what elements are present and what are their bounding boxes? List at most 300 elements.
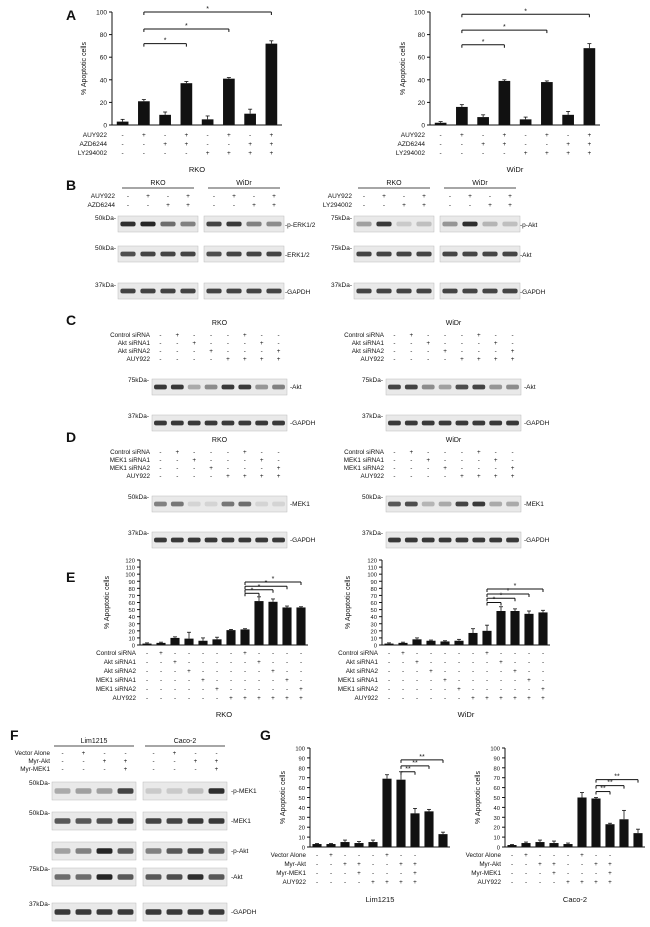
sign: -: [401, 686, 405, 693]
sign: +: [527, 695, 531, 702]
band: [462, 222, 477, 227]
sign: -: [511, 332, 514, 339]
sign: -: [329, 870, 333, 877]
sign: +: [146, 193, 150, 200]
sign: +: [544, 132, 549, 139]
sign: +: [172, 750, 177, 757]
band: [272, 538, 285, 543]
sign: -: [159, 348, 162, 355]
sign: +: [566, 141, 571, 148]
sign: -: [477, 340, 480, 347]
band: [388, 385, 401, 390]
bar: [424, 811, 433, 847]
sign: -: [477, 457, 480, 464]
band: [416, 289, 431, 294]
sign: -: [460, 150, 463, 157]
sign: +: [587, 150, 592, 157]
sign: -: [159, 449, 162, 456]
x-axis-label: WiDr: [457, 710, 475, 719]
sign: -: [538, 870, 542, 877]
panel-letter-F: F: [10, 727, 19, 743]
row-label: Control siRNA: [110, 449, 150, 456]
cell-line-label: RKO: [211, 320, 228, 327]
sign: -: [429, 686, 433, 693]
y-tick-label: 20: [99, 99, 107, 107]
sign: -: [215, 668, 219, 675]
y-tick-label: 30: [128, 622, 135, 629]
sign: -: [503, 150, 506, 157]
sign: -: [103, 750, 106, 757]
sign: -: [252, 193, 256, 200]
band: [422, 538, 435, 543]
sign: -: [511, 340, 514, 347]
bar: [410, 813, 419, 847]
sign: -: [457, 695, 461, 702]
band: [442, 252, 457, 257]
band: [506, 538, 519, 543]
sign: -: [513, 686, 517, 693]
row-label: Control siRNA: [344, 332, 384, 339]
sign: +: [429, 668, 433, 675]
sign: +: [226, 356, 230, 363]
row-label: AUY922: [360, 473, 384, 480]
sign: -: [471, 668, 475, 675]
band: [154, 421, 167, 426]
sign: -: [226, 457, 229, 464]
row-label: MEK1 siRNA2: [95, 686, 136, 693]
sign: -: [415, 677, 419, 684]
sign: -: [427, 332, 430, 339]
sign: -: [460, 465, 463, 472]
sign: -: [371, 861, 375, 868]
sign: -: [260, 465, 263, 472]
bar: [619, 819, 628, 847]
sign: -: [499, 677, 503, 684]
bar: [184, 639, 193, 645]
sign: +: [285, 677, 289, 684]
y-tick-label: 20: [493, 825, 500, 832]
sign: -: [538, 852, 542, 859]
band: [376, 222, 391, 227]
bar: [368, 842, 377, 847]
band: [171, 502, 184, 507]
y-tick-label: 70: [298, 776, 305, 783]
sign: -: [460, 332, 463, 339]
sign: -: [173, 686, 177, 693]
band: [167, 788, 183, 793]
band: [76, 788, 92, 793]
sign: -: [482, 150, 485, 157]
y-tick-label: 0: [373, 643, 377, 650]
sign: +: [510, 356, 515, 363]
panel-letter-D: D: [66, 429, 77, 445]
sign: -: [210, 449, 213, 456]
sign: -: [227, 141, 230, 148]
band: [188, 538, 201, 543]
y-tick-label: 30: [370, 622, 377, 629]
y-tick-label: 80: [99, 32, 107, 40]
sign: +: [123, 758, 128, 765]
band: [206, 222, 221, 227]
y-tick-label: 0: [496, 845, 500, 852]
sign: +: [259, 340, 264, 347]
band: [246, 222, 261, 227]
y-tick-label: 20: [417, 99, 425, 107]
row-label: Control siRNA: [96, 650, 136, 657]
y-tick-label: 70: [128, 593, 135, 600]
sign: +: [566, 150, 571, 157]
sign: -: [510, 852, 514, 859]
sign: -: [413, 852, 417, 859]
band: [209, 818, 225, 823]
sign: +: [343, 861, 347, 868]
band: [205, 538, 218, 543]
bar: [268, 602, 277, 645]
sign: -: [226, 340, 229, 347]
kda-marker: 37kDa-: [128, 413, 149, 420]
sign: -: [215, 750, 218, 757]
band: [396, 252, 411, 257]
sign: -: [457, 677, 461, 684]
bar: [396, 780, 405, 847]
sign: -: [152, 750, 155, 757]
sign: +: [205, 150, 210, 157]
sign: -: [457, 650, 461, 657]
kda-marker: 75kDa-: [331, 215, 352, 222]
sign: -: [159, 659, 163, 666]
sign: -: [541, 650, 545, 657]
sign: +: [587, 132, 592, 139]
band: [482, 289, 497, 294]
band: [222, 538, 235, 543]
sign: -: [212, 202, 216, 209]
significance-star: *: [264, 580, 268, 588]
band-label: -MEK1: [524, 501, 544, 508]
sign: -: [527, 686, 531, 693]
sign: -: [427, 348, 430, 355]
band: [167, 874, 183, 879]
row-label: AUY922: [112, 695, 136, 702]
sign: -: [226, 465, 229, 472]
band: [97, 848, 113, 853]
band: [97, 874, 113, 879]
sign: -: [159, 695, 163, 702]
y-tick-label: 100: [96, 9, 107, 17]
sign: -: [194, 750, 197, 757]
row-label: Control siRNA: [344, 449, 384, 456]
sign: -: [210, 340, 213, 347]
sign: -: [527, 650, 531, 657]
sign: +: [541, 695, 545, 702]
sign: +: [471, 695, 475, 702]
band: [222, 502, 235, 507]
row-label: Akt siRNA1: [351, 340, 384, 347]
band: [226, 289, 241, 294]
bar: [282, 607, 291, 645]
bar: [296, 607, 305, 645]
band: [388, 502, 401, 507]
sign: +: [269, 150, 274, 157]
y-tick-label: 100: [125, 572, 135, 579]
sign: -: [145, 668, 149, 675]
sign: -: [387, 677, 391, 684]
sign: -: [243, 340, 246, 347]
sign: +: [413, 861, 417, 868]
sign: -: [215, 659, 219, 666]
band: [120, 252, 135, 257]
y-tick-label: 80: [370, 586, 377, 593]
sign: -: [260, 449, 263, 456]
sign: -: [206, 132, 209, 139]
sign: -: [229, 668, 233, 675]
sign: +: [485, 650, 489, 657]
sign: -: [485, 659, 489, 666]
bar: [382, 779, 391, 847]
band: [171, 385, 184, 390]
sign: -: [271, 650, 275, 657]
sign: -: [271, 686, 275, 693]
significance-star: **: [412, 759, 418, 767]
sign: +: [399, 861, 403, 868]
sign: +: [510, 473, 515, 480]
sign: -: [524, 870, 528, 877]
y-tick-label: 0: [131, 643, 135, 650]
band: [97, 909, 113, 914]
sign: -: [159, 668, 163, 675]
significance-star: **: [607, 779, 613, 787]
sign: -: [513, 650, 517, 657]
sign: -: [176, 348, 179, 355]
sign: +: [269, 141, 274, 148]
sign: +: [544, 150, 549, 157]
sign: -: [299, 677, 303, 684]
sign: -: [485, 686, 489, 693]
kda-marker: 37kDa-: [128, 530, 149, 537]
y-tick-label: 50: [370, 608, 377, 615]
sign: +: [552, 870, 556, 877]
band-label: -MEK1: [290, 501, 310, 508]
sign: -: [176, 465, 179, 472]
row-label: AUY922: [282, 879, 306, 886]
band: [118, 874, 134, 879]
sign: -: [439, 141, 442, 148]
band: [266, 222, 281, 227]
band: [118, 788, 134, 793]
bar: [496, 611, 505, 645]
sign: +: [459, 132, 464, 139]
band: [405, 421, 418, 426]
sign: -: [210, 473, 213, 480]
sign: -: [393, 332, 396, 339]
row-label: Myr-MEK1: [276, 870, 306, 877]
band: [439, 421, 452, 426]
row-label: Myr-Akt: [28, 758, 50, 765]
sign: -: [212, 193, 216, 200]
sign: -: [499, 668, 503, 675]
sign: -: [567, 132, 570, 139]
sign: -: [226, 332, 229, 339]
row-label: LY294002: [395, 150, 425, 157]
band-label: -Akt: [231, 874, 243, 881]
band: [222, 385, 235, 390]
sign: -: [444, 449, 447, 456]
y-tick-label: 40: [370, 615, 377, 622]
band-label: -GAPDH: [285, 289, 311, 296]
sign: -: [443, 686, 447, 693]
band: [146, 909, 162, 914]
bar: [584, 48, 596, 125]
bar: [520, 119, 532, 125]
sign: -: [145, 650, 149, 657]
sign: +: [399, 879, 403, 886]
sign: -: [176, 457, 179, 464]
sign: -: [201, 668, 205, 675]
y-axis-label: % Apoptotic cells: [280, 771, 287, 824]
bar: [521, 843, 530, 847]
band: [456, 385, 469, 390]
sign: +: [209, 348, 213, 355]
sign: -: [460, 457, 463, 464]
sign: -: [277, 340, 280, 347]
sign: -: [126, 193, 130, 200]
bar: [312, 844, 321, 847]
sign: -: [410, 465, 413, 472]
sign: -: [566, 870, 570, 877]
band: [55, 909, 71, 914]
sign: +: [426, 340, 431, 347]
band: [146, 788, 162, 793]
row-label: AUY922: [327, 193, 352, 200]
sign: -: [210, 332, 213, 339]
sign: -: [299, 659, 303, 666]
band: [482, 252, 497, 257]
sign: -: [393, 457, 396, 464]
band: [209, 788, 225, 793]
band: [238, 385, 251, 390]
sign: -: [145, 677, 149, 684]
bar: [254, 601, 263, 645]
band: [205, 421, 218, 426]
band: [55, 818, 71, 823]
kda-marker: 75kDa-: [128, 377, 149, 384]
sign: -: [444, 457, 447, 464]
sign: -: [229, 677, 233, 684]
row-label: Akt siRNA1: [103, 659, 136, 666]
sign: -: [468, 202, 472, 209]
kda-marker: 37kDa-: [362, 530, 383, 537]
sign: +: [409, 449, 414, 456]
sign: -: [257, 650, 261, 657]
bar: [198, 641, 207, 645]
sign: -: [173, 758, 176, 765]
sign: -: [185, 150, 188, 157]
sign: +: [173, 659, 177, 666]
sign: -: [176, 473, 179, 480]
sign: -: [541, 659, 545, 666]
sign: -: [401, 677, 405, 684]
band: [188, 788, 204, 793]
band: [356, 222, 371, 227]
sign: -: [511, 449, 514, 456]
sign: +: [175, 449, 180, 456]
sign: -: [315, 861, 319, 868]
row-label: Akt siRNA2: [345, 668, 378, 675]
band: [146, 818, 162, 823]
panel-letter-A: A: [66, 7, 77, 23]
sign: +: [232, 193, 236, 200]
sign: -: [152, 766, 155, 773]
row-label: AUY922: [82, 132, 107, 139]
sign: -: [124, 750, 127, 757]
sign: -: [385, 861, 389, 868]
sign: -: [429, 677, 433, 684]
sign: -: [371, 870, 375, 877]
sign: -: [410, 457, 413, 464]
y-tick-label: 100: [367, 572, 377, 579]
bar: [535, 842, 544, 847]
x-axis-label: RKO: [215, 710, 233, 719]
sign: +: [184, 141, 189, 148]
x-axis-label: WiDr: [506, 165, 524, 174]
sign: +: [510, 348, 515, 355]
y-tick-label: 110: [125, 565, 135, 572]
band: [188, 385, 201, 390]
sign: -: [257, 677, 261, 684]
bar: [435, 123, 447, 125]
sign: +: [508, 202, 512, 209]
y-axis-label: % Apoptotic cells: [475, 771, 482, 824]
sign: +: [422, 202, 426, 209]
sign: -: [243, 677, 247, 684]
sign: -: [243, 457, 246, 464]
band: [422, 502, 435, 507]
sign: -: [371, 852, 375, 859]
sign: +: [242, 473, 247, 480]
band-label: -Akt: [524, 384, 536, 391]
sign: -: [159, 465, 162, 472]
sign: +: [123, 766, 128, 773]
band: [405, 538, 418, 543]
sign: -: [510, 879, 514, 886]
band: [502, 289, 517, 294]
significance-star: *: [163, 37, 167, 45]
band: [180, 252, 195, 257]
y-tick-label: 0: [301, 845, 305, 852]
y-tick-label: 100: [414, 9, 425, 17]
sign: -: [201, 659, 205, 666]
sign: -: [429, 659, 433, 666]
sign: -: [471, 659, 475, 666]
band: [472, 385, 485, 390]
sign: +: [248, 150, 253, 157]
sign: -: [61, 766, 64, 773]
sign: +: [81, 750, 86, 757]
y-tick-label: 90: [370, 579, 377, 586]
sign: -: [527, 668, 531, 675]
x-axis-label: RKO: [188, 165, 206, 174]
sign: -: [159, 356, 162, 363]
bar: [159, 115, 171, 125]
bar: [438, 834, 447, 847]
sign: +: [502, 132, 507, 139]
sign: -: [243, 686, 247, 693]
sign: +: [242, 332, 247, 339]
sign: +: [481, 141, 486, 148]
y-tick-label: 60: [493, 786, 500, 793]
sign: -: [229, 659, 233, 666]
sign: -: [541, 668, 545, 675]
sign: -: [443, 659, 447, 666]
